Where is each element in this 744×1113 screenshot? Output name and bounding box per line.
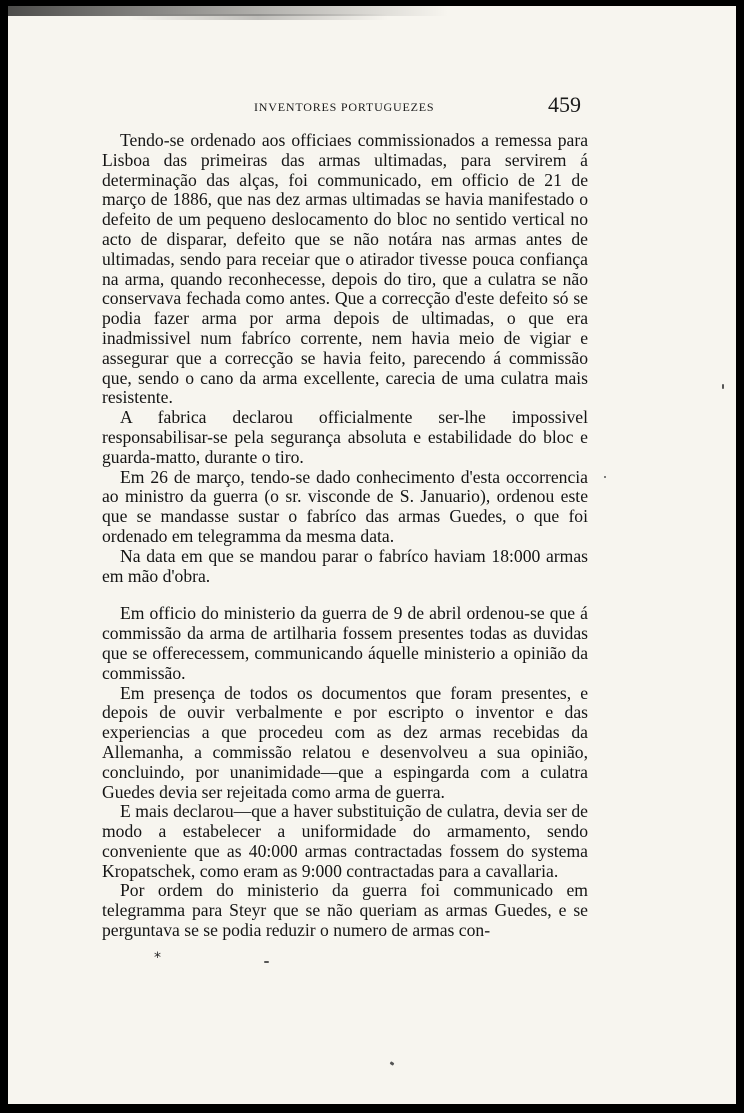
page-number: 459 [548, 92, 581, 117]
paragraph: Em presença de todos os documentos que foram presentes, e depois de ouvir verbalmente e por escripto o inventor e das experiencias a que procedeu com as dez armas recebidas da Allemanha, a commissão relatou e desenvolveu a sua opinião, concluindo, por unanimidade—que a espingarda com a culatra Guedes devia ser rejeitada como arma de guerra. [102, 682, 588, 802]
paragraph: A fabrica declarou officialmente ser-lhe impossivel responsabilisar-se pela segurança absoluta e estabilidade do bloc e guarda-matto, durante o tiro. [102, 407, 588, 467]
running-header: INVENTORES PORTUGUEZES [254, 100, 435, 114]
scan-shadow-faint [128, 14, 388, 20]
scan-speck [722, 384, 724, 389]
scan-speck [390, 1061, 395, 1066]
paragraph: E mais declarou—que a haver substituição de culatra, devia ser de modo a estabelecer a uniformidade do armamento, sendo conveniente que as 40:000 armas contractadas fossem do systema Kropatschek, como eram as 9:000 contractadas para a cavallaria. [102, 801, 588, 881]
paragraph: Por ordem do ministerio da guerra foi communicado em telegramma para Steyr que se não queriam as armas Guedes, e se perguntava se se podia reduzir o numero de armas con- [102, 880, 588, 941]
paragraph: Em officio do ministerio da guerra de 9 de abril ordenou-se que á commissão da arma de artilharia fossem presentes todas as duvidas que se offerecessem, communicando áquelle ministerio a opinião da commissão. [102, 603, 588, 683]
paragraph: Em 26 de março, tendo-se dado conhecimento d'esta occorrencia ao ministro da guerra (o sr. visconde de S. Januario), ordenou este que se mandasse sustar o fabríco das armas Guedes, o que foi ordenado em telegramma da mesma data. [102, 466, 588, 546]
scan-speck [604, 476, 606, 478]
printer-mark: * [154, 950, 161, 966]
body-text [102, 131, 588, 941]
book-page [8, 6, 736, 1104]
scan-speck [264, 961, 269, 963]
paragraph: Tendo-se ordenado aos officiaes commissionados a remessa para Lisboa das primeiras das armas ultimadas, para servirem á determinação das alças, foi communicado, em officio de 21 de março de 1886, que nas dez armas ultimadas se havia manifestado o defeito de um pequeno deslocamento do bloc no sentido vertical no acto de disparar, defeito que se não notára nas armas antes de ultimadas, sendo para receiar que o atirador tivesse pouca confiança na arma, quando reconhecesse, depois do tiro, que a culatra se não conservava fechada como antes. Que a correcção d'este defeito só se podia fazer arma por arma depois de ultimadas, o que era inadmissivel num fabríco corrente, nem havia meio de vigiar e assegurar que a correcção se havia feito, parecendo á commissão que, sendo o cano da arma excellente, carecia de uma culatra mais resistente. [102, 130, 588, 408]
paragraph: Na data em que se mandou parar o fabríco haviam 18:000 armas em mão d'obra. [102, 545, 588, 586]
